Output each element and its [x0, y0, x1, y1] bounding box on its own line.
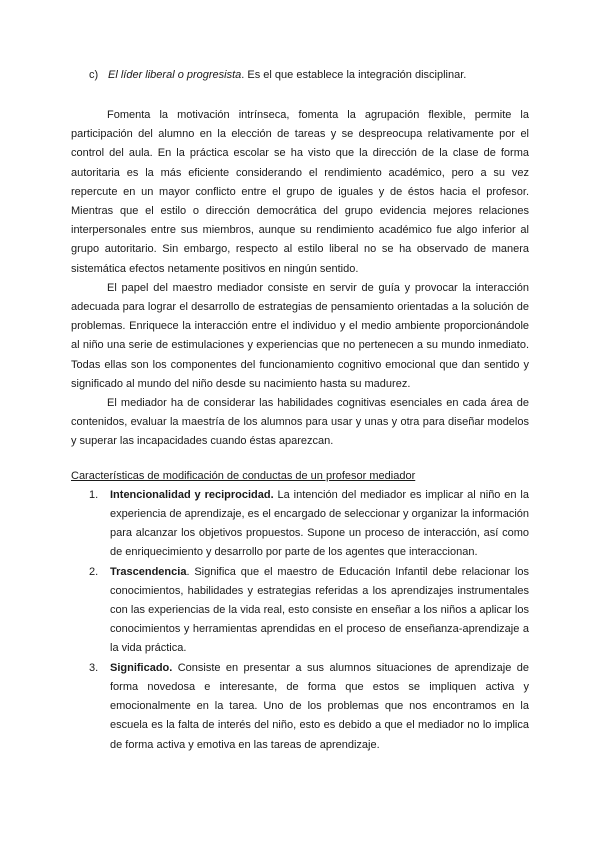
list-number: 2. [89, 565, 99, 578]
list-item [71, 659, 529, 755]
item-title: El líder liberal o progresista [108, 69, 242, 81]
list-item-text: La intención del mediador es implicar al niño en la experiencia de aprendizaje, es el encargado de seleccionar y organizar la información para alcanzar los objetivos propuestos. Supone un proceso de interacción, así como de enriquecimiento y desarrollo por parte de los agentes que interaccionan. [110, 488, 529, 559]
section-heading: Características de modificación de conductas de un profesor mediador [71, 469, 416, 482]
list-item-title: Intencionalidad y reciprocidad. [110, 488, 274, 501]
list-item-title: Significado. [110, 661, 173, 674]
list-item-text: Consiste en presentar a sus alumnos situaciones de aprendizaje de forma novedosa e interesante, de forma que estos se impliquen activa y emocionalmente en la tarea. Uno de los problemas que nos encontramos en la escuela es la falta de interés del niño, esto es debido a que el mediador no lo implica de forma activa y emotiva en las tareas de aprendizaje. [110, 661, 529, 751]
list-item-title: Trascendencia [110, 565, 187, 578]
list-item-text: . Significa que el maestro de Educación Infantil debe relacionar los conocimientos, habilidades y estrategias referidas a los aprendizajes instrumentales con las experiencias de la vida real, esto consiste en enseñar a los niños a aplicar los conocimientos y herramientas aprendidas en el proceso de enseñanza-aprendizaje a la vida práctica. [110, 565, 529, 655]
paragraph: Fomenta la motivación intrínseca, fomenta la agrupación flexible, permite la participación del alumno en la elección de tareas y se despreocupa relativamente por el control del aula. En la práctica escolar se ha visto que la dirección de la clase de forma autoritaria es la más eficiente considerando el rendimiento académico, pero a su vez repercute en un mayor conflicto entre el grupo de iguales y de éstos hacia el profesor. Mientras que el estilo o dirección democrática del grupo evidencia mejores relaciones interpersonales entre sus miembros, aunque su rendimiento académico fue algo inferior al grupo autoritario. Sin embargo, respecto al estilo liberal no se ha observado de manera sistemática efectos netamente positivos en ningún sentido. [71, 109, 529, 275]
list-item-c [89, 66, 529, 85]
list-number: 3. [89, 661, 99, 674]
list-marker: c) [89, 69, 99, 81]
list-number: 1. [89, 488, 99, 501]
document-body [71, 106, 529, 755]
numbered-list [71, 486, 529, 755]
paragraph: El mediador ha de considerar las habilidades cognitivas esenciales en cada área de contenidos, evaluar la maestría de los alumnos para usar y unas y otra para diseñar modelos y superar las incapacidades cuando éstas aparezcan. [71, 397, 529, 448]
paragraph: El papel del maestro mediador consiste en servir de guía y provocar la interacción adecuada para lograr el desarrollo de estrategias de pensamiento orientadas a la solución de problemas. Enriquece la interacción entre el individuo y el medio ambiente proporcionándole al niño una serie de estimulaciones y experiencias que no pertenecen a su mundo inmediato. Todas ellas son los componentes del funcionamiento cognitivo emocional que dan sentido y significado al mundo del niño desde su nacimiento hasta su madurez. [71, 281, 529, 390]
item-text: . Es el que establece la integración disciplinar. [241, 69, 467, 81]
list-item [71, 563, 529, 659]
list-item [71, 486, 529, 563]
